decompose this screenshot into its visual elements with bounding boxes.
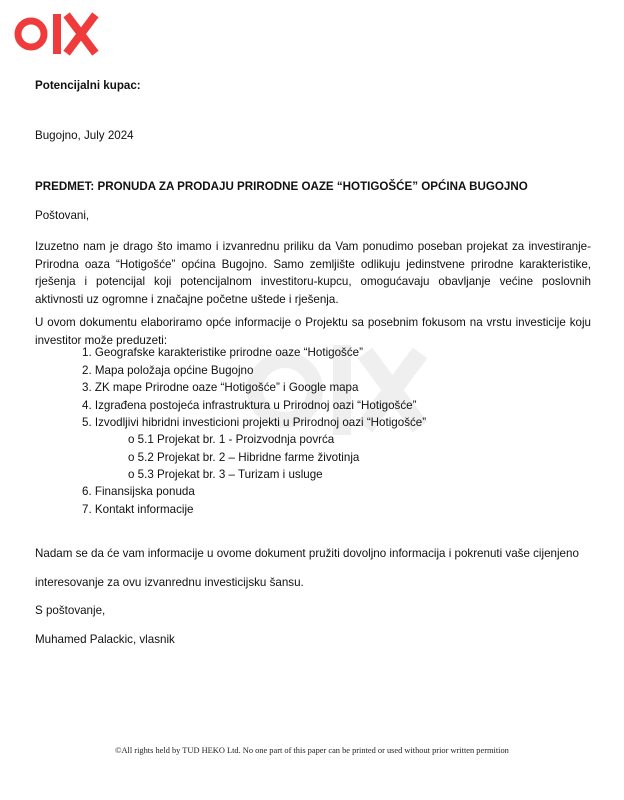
contents-list	[82, 344, 426, 432]
list-item: 1. Geografske karakteristike prirodne oaze “Hotigošće”	[82, 346, 363, 359]
closing-line-2: interesovanje za ovu izvanrednu investicijsku šansu.	[35, 576, 304, 589]
olx-logo	[9, 12, 99, 56]
sublist-item: o 5.2 Projekat br. 2 – Hibridne farme životinja	[128, 450, 360, 464]
subject-line: PREDMET: PRONUDA ZA PRODAJU PRIRODNE OAZE “HOTIGOŠĆE” OPĆINA BUGOJNO	[35, 180, 528, 193]
salutation: Poštovani,	[35, 209, 90, 222]
contents-sublist	[128, 431, 359, 484]
list-item: 5. Izvodljivi hibridni investicioni projekti u Prirodnoj oazi “Hotigošće”	[82, 416, 427, 429]
list-item: 7. Kontakt informacije	[82, 502, 194, 516]
list-item: 3. ZK mape Prirodne oaze “Hotigošće” i Google mapa	[82, 381, 359, 394]
intro-paragraph: Izuzetno nam je drago što imamo i izvanrednu priliku da Vam ponudimo poseban projekat za investiranje- Prirodna oaza “Hotigošće” općina Bugojno. Samo zemljište odlikuju jedinstvene prirodne karakteristike, rješenja i potencijal koji potencijalnom investitoru-kupcu, omogućavaju obavljanje većine poslovnih aktivnosti uz ogromne i značajne početne uštede i rješenja.	[35, 240, 591, 306]
regards: S poštovanje,	[35, 604, 106, 617]
list-item: 4. Izgrađena postojeća infrastruktura u Prirodnoj oazi “Hotigošće”	[82, 398, 417, 412]
signature: Muhamed Palackic, vlasnik	[35, 633, 175, 646]
list-item: 2. Mapa položaja općine Bugojno	[82, 363, 254, 377]
sublist-item: o 5.1 Projekat br. 1 - Proizvodnja povrća	[128, 433, 335, 446]
closing-line-1: Nadam se da će vam informacije u ovome dokument pružiti dovoljno informacija i pokrenuti vaše cijenjeno	[35, 547, 579, 560]
contents-list-continued	[82, 483, 195, 518]
copyright-footer: ©All rights held by TUD HEKO Ltd. No one part of this paper can be printed or used without prior written permition	[115, 746, 509, 755]
scope-paragraph: U ovom dokumentu elaboriramo opće informacije o Projektu sa posebnim fokusom na vrstu investicije koju investitor može preduzeti:	[35, 316, 591, 347]
sublist-item: o 5.3 Projekat br. 3 – Turizam i usluge	[128, 468, 323, 481]
place-date: Bugojno, July 2024	[35, 129, 134, 142]
recipient-line: Potencijalni kupac:	[35, 79, 141, 92]
list-item: 6. Finansijska ponuda	[82, 485, 195, 498]
